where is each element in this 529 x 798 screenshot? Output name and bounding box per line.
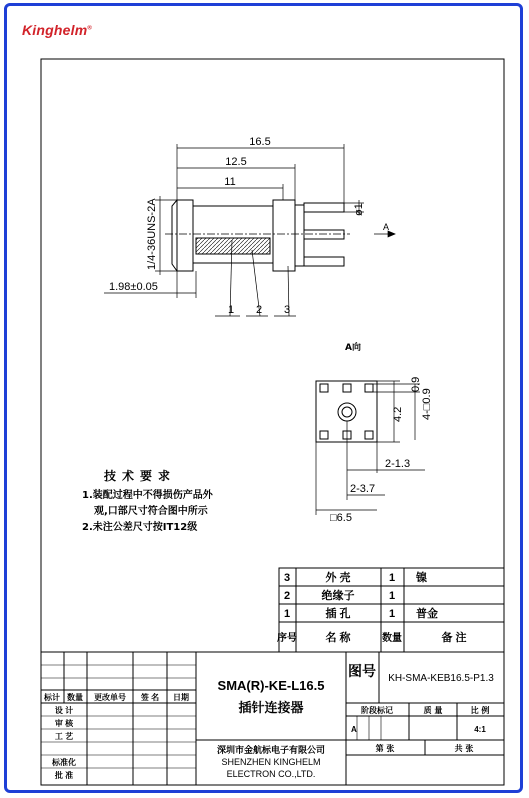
sheet-label: 第 张 [375, 744, 395, 753]
view-a-title: A向 [345, 343, 361, 353]
rear-shoulder [295, 205, 304, 266]
drawing-no-label: 图号 [348, 664, 376, 680]
bom-row-2-qty: 1 [388, 590, 396, 602]
pad-top-left [320, 384, 328, 392]
tech-line-1: 1.装配过程中不得损伤产品外 [82, 490, 213, 501]
stage-value: A [351, 725, 357, 734]
thread-chamfer [172, 200, 177, 271]
rev-header-mark: 标计 [44, 693, 60, 702]
section-mark: A [383, 222, 390, 232]
pin-top [304, 203, 344, 212]
pad-top [343, 384, 351, 392]
coupling-nut [177, 200, 193, 271]
bom-row-1-qty: 1 [388, 608, 396, 620]
dim-square: □6.5 [330, 512, 352, 524]
dim-nut-length: 11 [224, 176, 236, 188]
bom-row-1-no: 1 [283, 608, 291, 620]
tech-line-2: 观,口部尺寸符合图中所示 [94, 506, 208, 517]
balloon-3: 3 [284, 304, 291, 316]
dim-offset: 1.98±0.05 [109, 281, 158, 293]
role-design: 设 计 [54, 706, 74, 715]
product-desc: 插针连接器 [238, 701, 304, 716]
balloon-1: 1 [228, 304, 235, 316]
weight-label: 质 量 [423, 706, 443, 715]
role-review: 审 核 [54, 719, 74, 728]
rev-header-change: 更改单号 [94, 693, 126, 702]
dim-overall-length: 16.5 [249, 136, 271, 148]
role-approve: 批 准 [54, 771, 74, 780]
bom-row-1-note: 普金 [416, 608, 438, 620]
dim-4-pads: 4-□0.9 [421, 388, 433, 420]
bom-row-3-name: 外 壳 [325, 572, 351, 584]
dim-pitch-v: 4.2 [392, 406, 404, 422]
company-en-1: SHENZHEN KINGHELM [221, 757, 321, 767]
side-view [165, 200, 350, 271]
drawing-number: KH-SMA-KEB16.5-P1.3 [388, 673, 494, 684]
flange [273, 200, 295, 271]
role-process: 工 艺 [54, 732, 74, 741]
dim-body-length: 12.5 [225, 156, 247, 168]
stage-label: 阶段标记 [361, 706, 393, 715]
bom-header-note: 备 注 [441, 632, 467, 644]
dim-2-3.7: 2-3.7 [350, 483, 376, 495]
pin-bottom [304, 257, 344, 266]
bom-row-3-no: 3 [283, 572, 291, 584]
tech-line-3: 2.未注公差尺寸按IT12级 [82, 522, 198, 533]
rev-header-qty: 数量 [67, 693, 83, 702]
insulator-hatch [196, 238, 270, 254]
company-cn: 深圳市金航标电子有限公司 [216, 746, 326, 756]
brand-logo: Kinghelm® [22, 22, 93, 38]
scale-label: 比 例 [470, 706, 490, 715]
pin-mid [304, 230, 344, 239]
pad-top-right [365, 384, 373, 392]
rev-header-sign: 签 名 [140, 693, 160, 702]
center-ring [338, 403, 356, 421]
rev-header-date: 日期 [173, 693, 189, 702]
thread-label: 1/4-36UNS-2A [146, 198, 158, 270]
footprint-square [316, 381, 377, 442]
bottom-view [316, 381, 377, 442]
pad-bottom-left [320, 431, 328, 439]
bom-row-3-qty: 1 [388, 572, 396, 584]
dim-2-1.3: 2-1.3 [385, 458, 411, 470]
balloon-2: 2 [256, 304, 263, 316]
role-standard: 标准化 [52, 758, 76, 767]
pad-bottom-right [365, 431, 373, 439]
bom-header-no: 序号 [277, 633, 297, 644]
bom-header-name: 名 称 [325, 632, 351, 644]
bom-row-2-no: 2 [283, 590, 291, 602]
dim-pad-size: 0.9 [410, 376, 422, 392]
tech-heading: 技术要求 [104, 469, 177, 483]
product-name: SMA(R)-KE-L16.5 [217, 678, 325, 693]
pin-diameter-label: ø1 [353, 203, 365, 216]
bom-row-3-note: 镍 [416, 572, 427, 584]
bom-row-1-name: 插 孔 [325, 608, 351, 620]
total-sheets-label: 共 张 [454, 744, 474, 753]
center-pin [342, 407, 352, 417]
technical-requirements [82, 468, 213, 536]
company-en-2: ELECTRON CO.,LTD. [226, 769, 316, 779]
bom-row-2-name: 绝缘子 [321, 590, 355, 602]
bom-header-qty: 数量 [382, 633, 402, 644]
scale-value: 4:1 [474, 725, 486, 734]
